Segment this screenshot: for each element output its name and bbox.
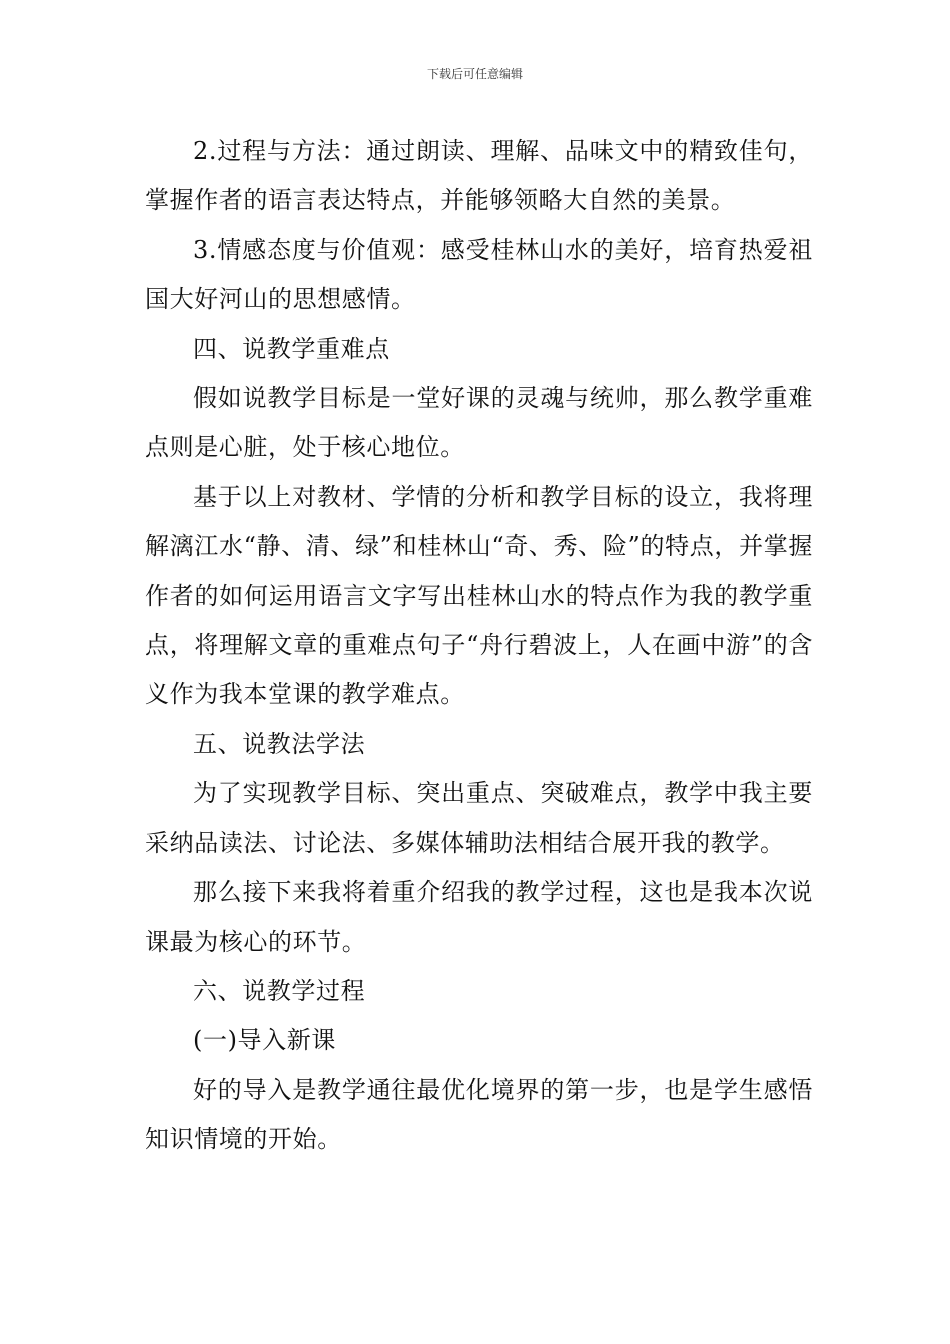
document-body [145, 127, 813, 1165]
section-heading-teaching-methods: 五、说教法学法 [193, 729, 366, 758]
paragraph-teaching-methods: 为了实现教学目标、突出重点、突破难点，教学中我主要采纳品读法、讨论法、多媒体辅助法相结合展开我的教学。 [145, 779, 813, 857]
section-heading-teaching-process: 六、说教学过程 [193, 976, 366, 1005]
paragraph-key-points-intro: 假如说教学目标是一堂好课的灵魂与统帅，那么教学重难点则是心脏，处于核心地位。 [145, 384, 813, 462]
paragraph-emotion-values: 3.情感态度与价值观：感受桂林山水的美好，培育热爱祖国大好河山的思想感情。 [145, 235, 813, 314]
paragraph-lead-in: 好的导入是教学通往最优化境界的第一步，也是学生感悟知识情境的开始。 [145, 1075, 813, 1154]
paragraph-key-points-detail: 基于以上对教材、学情的分析和教学目标的设立，我将理解漓江水“静、清、绿”和桂林山“奇、秀、险”的特点，并掌握作者的如何运用语言文字写出桂林山水的特点作为我的教学重点，将理解文章的重难点句子“舟行碧波上，人在画中游”的含义作为我本堂课的教学难点。 [145, 482, 813, 709]
section-heading-key-points: 四、说教学重难点 [193, 334, 390, 363]
paragraph-process-methods: 2.过程与方法：通过朗读、理解、品味文中的精致佳句，掌握作者的语言表达特点，并能够领略大自然的美景。 [145, 137, 813, 215]
paragraph-process-intro: 那么接下来我将着重介绍我的教学过程，这也是我本次说课最为核心的环节。 [145, 878, 813, 956]
page-header-note: 下载后可任意编辑 [426, 67, 523, 81]
subsection-heading-new-lesson: (一)导入新课 [193, 1026, 336, 1055]
